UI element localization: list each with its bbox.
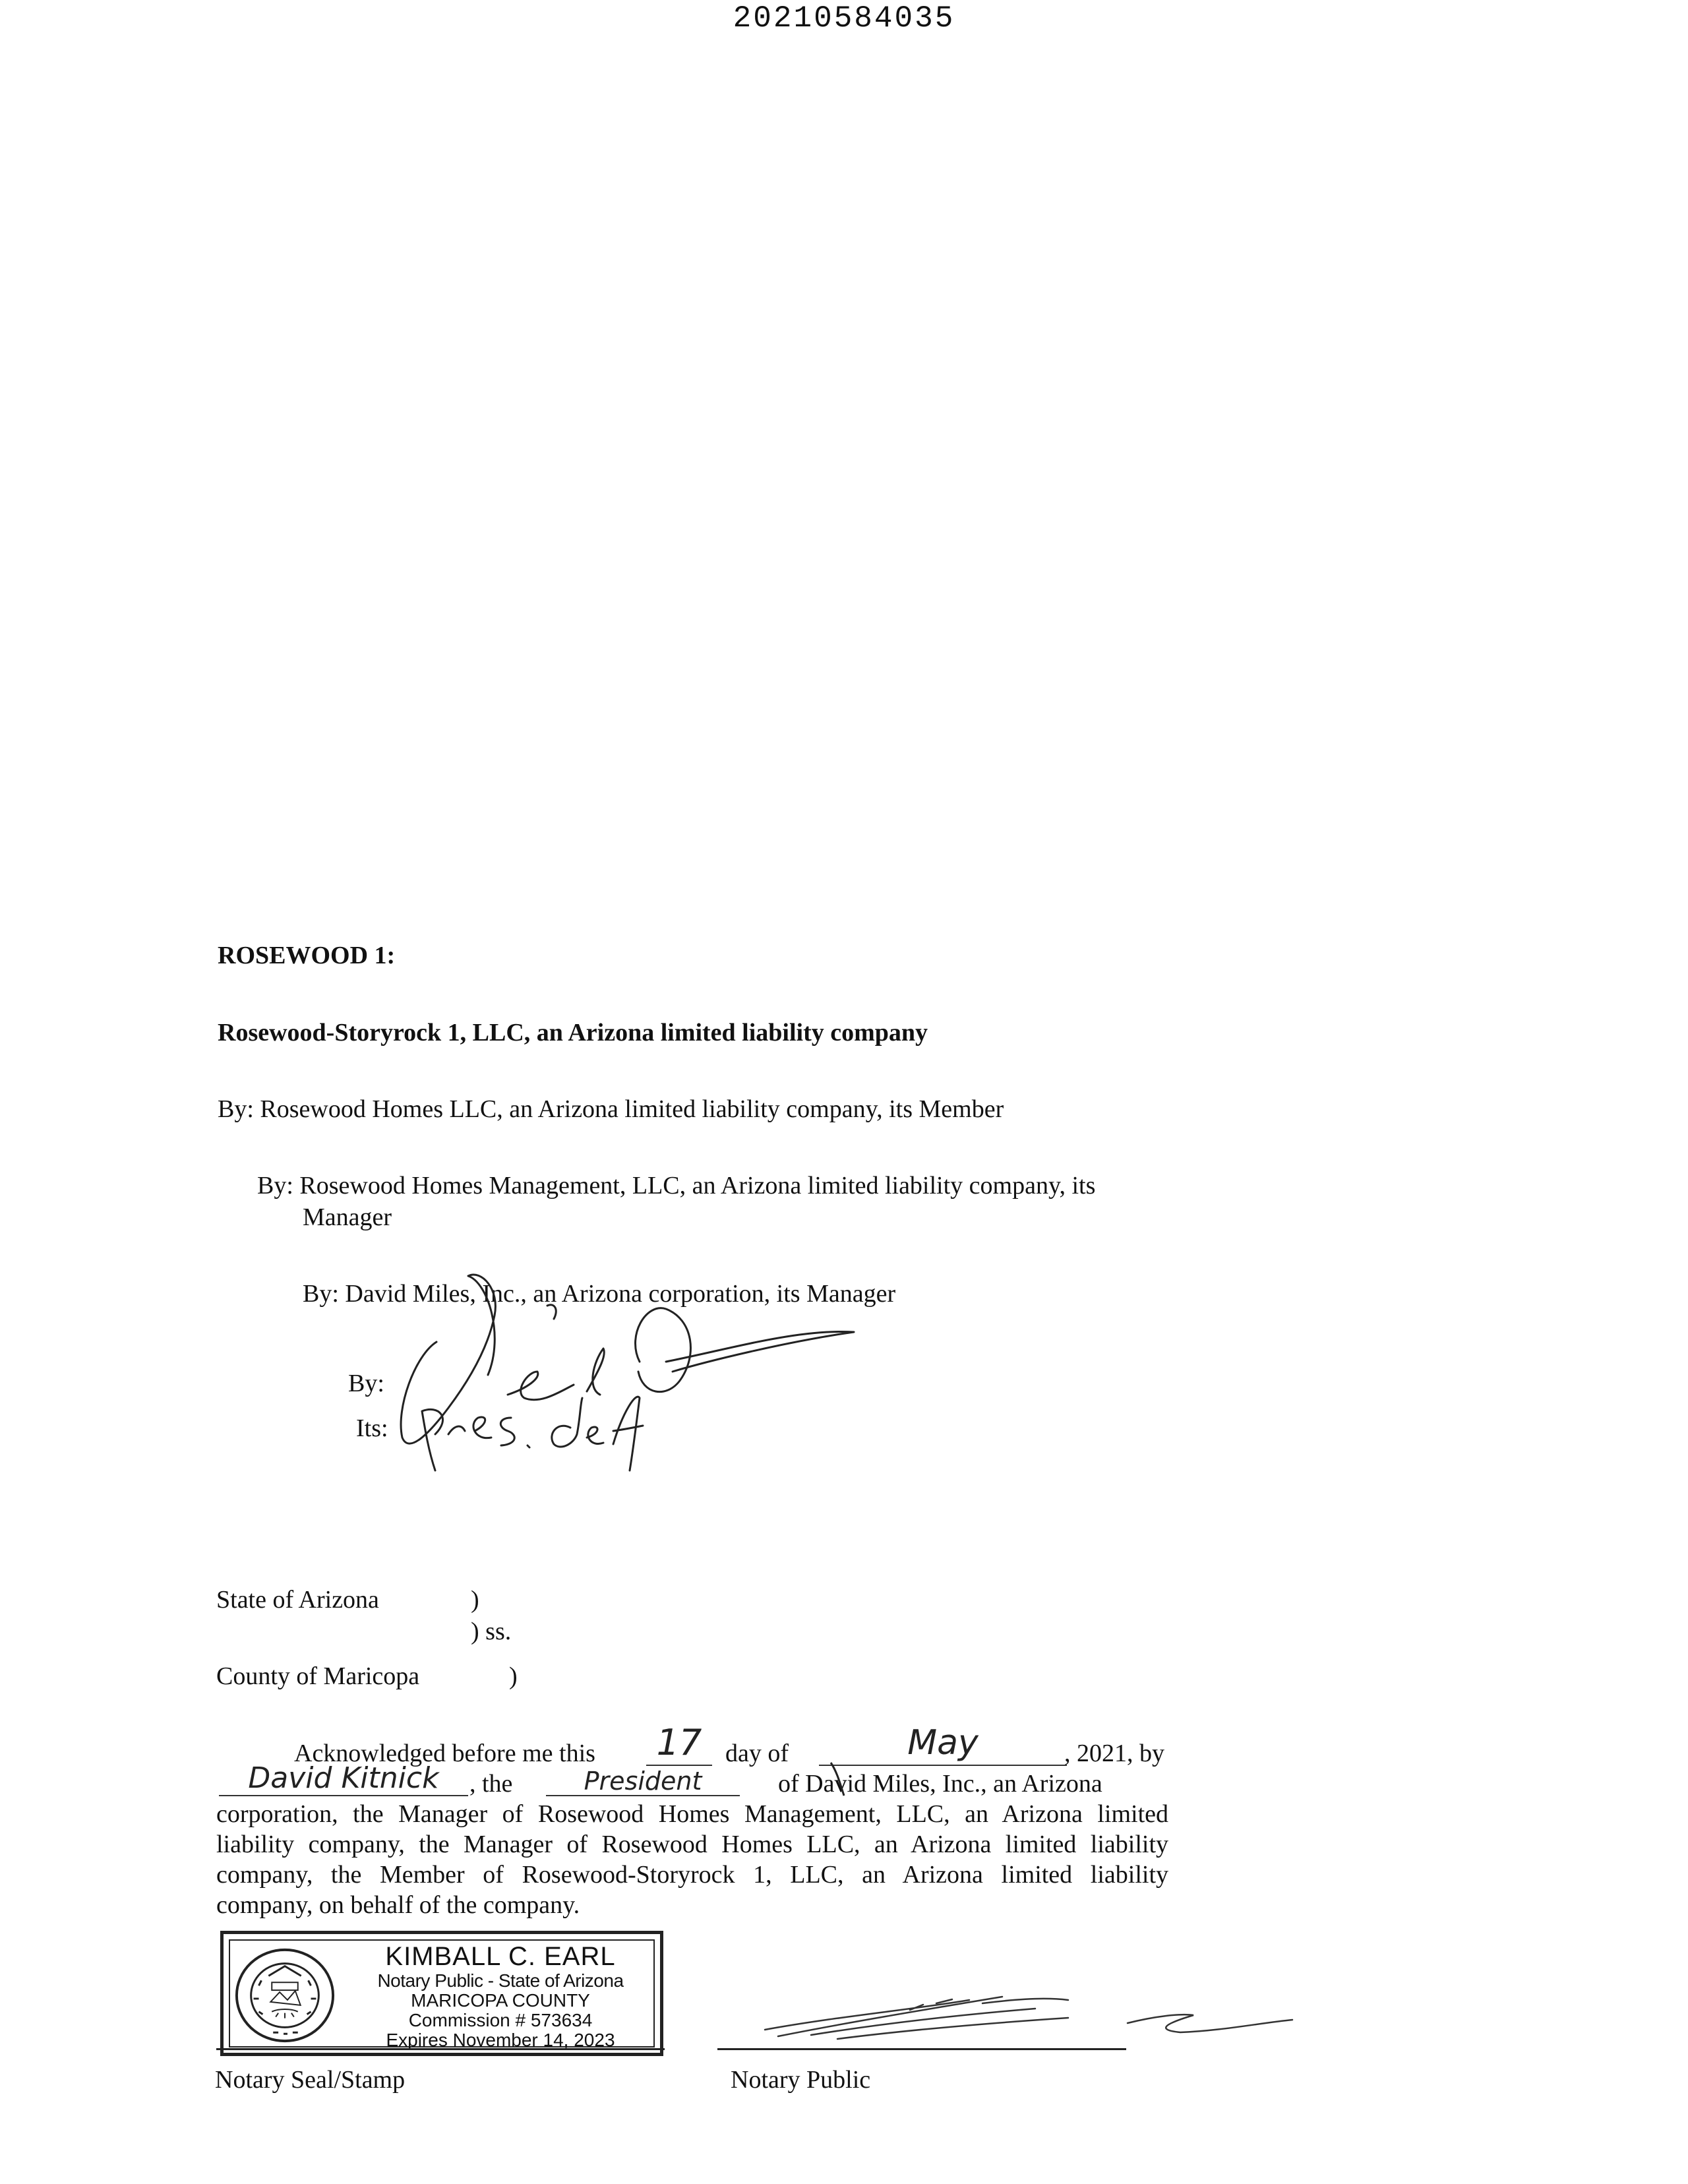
- venue-paren-county: ): [509, 1662, 518, 1690]
- notary-title: Notary Public - State of Arizona: [377, 1970, 624, 1991]
- venue-county: County of Maricopa: [216, 1662, 420, 1690]
- notary-stamp: [220, 1931, 663, 2056]
- venue-ss: ) ss.: [471, 1618, 512, 1645]
- by-line-member: By: Rosewood Homes LLC, an Arizona limited liability company, its Member: [218, 1095, 1004, 1123]
- by-line-corporation: By: David Miles, Inc., an Arizona corporation, its Manager: [303, 1280, 896, 1308]
- ack-text-start: Acknowledged before me this: [294, 1740, 595, 1767]
- acknowledgment-paragraph: [216, 1722, 1168, 1920]
- signature-heading: ROSEWOOD 1:: [218, 942, 396, 969]
- venue-paren: ): [471, 1586, 479, 1614]
- ack-line5: company, the Member of Rosewood-Storyrock 1, LLC, an Arizona limited liability: [216, 1861, 1168, 1889]
- notary-public-label: Notary Public: [731, 2066, 871, 2094]
- by-label: By:: [348, 1370, 384, 1397]
- ack-line2-rest: of David Miles, Inc., an Arizona: [778, 1770, 1102, 1798]
- venue-state: State of Arizona: [216, 1586, 379, 1614]
- notary-county: MARICOPA COUNTY: [411, 1990, 590, 2011]
- ack-line3: corporation, the Manager of Rosewood Homes Management, LLC, an Arizona limited: [216, 1800, 1168, 1828]
- handwritten-its-title: [412, 1372, 663, 1484]
- notary-seal-label: Notary Seal/Stamp: [215, 2066, 406, 2094]
- seal-signature-line: [216, 2048, 665, 2050]
- handwritten-day: 17: [646, 1728, 712, 1766]
- notary-signature: [758, 1984, 1299, 2056]
- its-label: Its:: [356, 1414, 388, 1442]
- ack-line4: liability company, the Manager of Rosewood Homes LLC, an Arizona limited liability: [216, 1831, 1168, 1858]
- notary-commission: Commission # 573634: [408, 2010, 593, 2030]
- by-line-manager: By: Rosewood Homes Management, LLC, an Arizona limited liability company, its: [257, 1172, 1096, 1199]
- handwritten-month: May: [819, 1728, 1067, 1766]
- handwritten-mark: [818, 1759, 857, 1799]
- ack-day-of: day of: [725, 1740, 789, 1767]
- notary-name: KIMBALL C. EARL: [385, 1942, 616, 1971]
- entity-name: Rosewood-Storyrock 1, LLC, an Arizona limited liability company: [218, 1019, 928, 1046]
- recording-number: 20210584035: [733, 1, 955, 36]
- ack-line6: company, on behalf of the company.: [216, 1891, 580, 1919]
- handwritten-signer-title: President: [546, 1766, 740, 1796]
- notary-expiration: Expires November 14, 2023: [386, 2030, 615, 2050]
- arizona-state-seal-icon: [233, 1946, 337, 2045]
- ack-the: , the: [469, 1770, 513, 1798]
- ack-year: , 2021, by: [1064, 1740, 1164, 1767]
- by-line-manager-cont: Manager: [303, 1203, 392, 1231]
- handwritten-signer-name: David Kitnick: [219, 1763, 468, 1796]
